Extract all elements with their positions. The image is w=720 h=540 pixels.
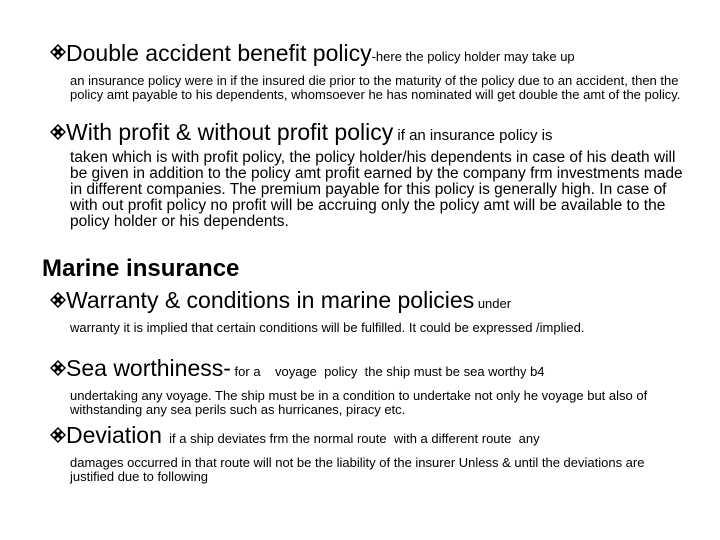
diamond-bullet-icon — [48, 290, 68, 314]
bullet-item-sea-worthiness — [48, 355, 688, 417]
item-heading: Double accident benefit policy — [66, 40, 372, 66]
section-title: Marine insurance — [42, 255, 240, 282]
item-heading: Deviation — [66, 422, 162, 448]
item-heading: With profit & without profit policy — [66, 119, 394, 145]
item-body: an insurance policy were in if the insured die prior to the maturity of the policy due to an accident, then the policy amt payable to his dependents, whomsoever he has nominated will get double the amt of the policy. — [70, 73, 681, 102]
item-heading-line — [66, 422, 688, 452]
item-heading: Warranty & conditions in marine policies — [66, 287, 475, 313]
item-inline-text: for a voyage policy the ship must be sea worthy b4 — [230, 364, 545, 379]
item-heading-line — [66, 355, 688, 385]
diamond-bullet-icon — [48, 425, 68, 449]
item-inline-text: if an insurance policy is — [393, 127, 553, 144]
item-body: taken which is with profit policy, the policy holder/his dependents in case of his death will be given in addition to the policy amt profit earned by the company frm investments made in different companies. The premium payable for this policy is generally high. In case of with out profit policy no profit will be accruing only the policy amt will be available to the policy holder or his dependents. — [70, 149, 683, 230]
bullet-item-with-profit — [48, 119, 688, 230]
item-heading-line — [66, 287, 688, 317]
diamond-bullet-icon — [48, 122, 68, 146]
item-heading: Sea worthiness- — [66, 355, 231, 381]
item-body: damages occurred in that route will not be the liability of the insurer Unless & until the deviations are justified due to following — [70, 455, 645, 484]
item-inline-text: if a ship deviates frm the normal route with a different route any — [161, 431, 540, 446]
item-inline-text: -here the policy holder may take up — [371, 49, 575, 64]
item-body: warranty it is implied that certain conditions will be fulfilled. It could be expressed /implied. — [70, 320, 585, 335]
bullet-item-deviation — [48, 422, 688, 484]
diamond-bullet-icon — [48, 358, 68, 382]
bullet-item-double-accident — [48, 40, 688, 102]
bullet-item-warranty — [48, 287, 688, 335]
item-heading-line — [66, 40, 688, 70]
item-body: undertaking any voyage. The ship must be in a condition to undertake not only he voyage but also of withstanding any sea perils such as hurricanes, piracy etc. — [70, 388, 648, 417]
item-heading-line — [66, 119, 688, 149]
item-inline-text: under — [474, 296, 512, 311]
diamond-bullet-icon — [48, 42, 68, 66]
